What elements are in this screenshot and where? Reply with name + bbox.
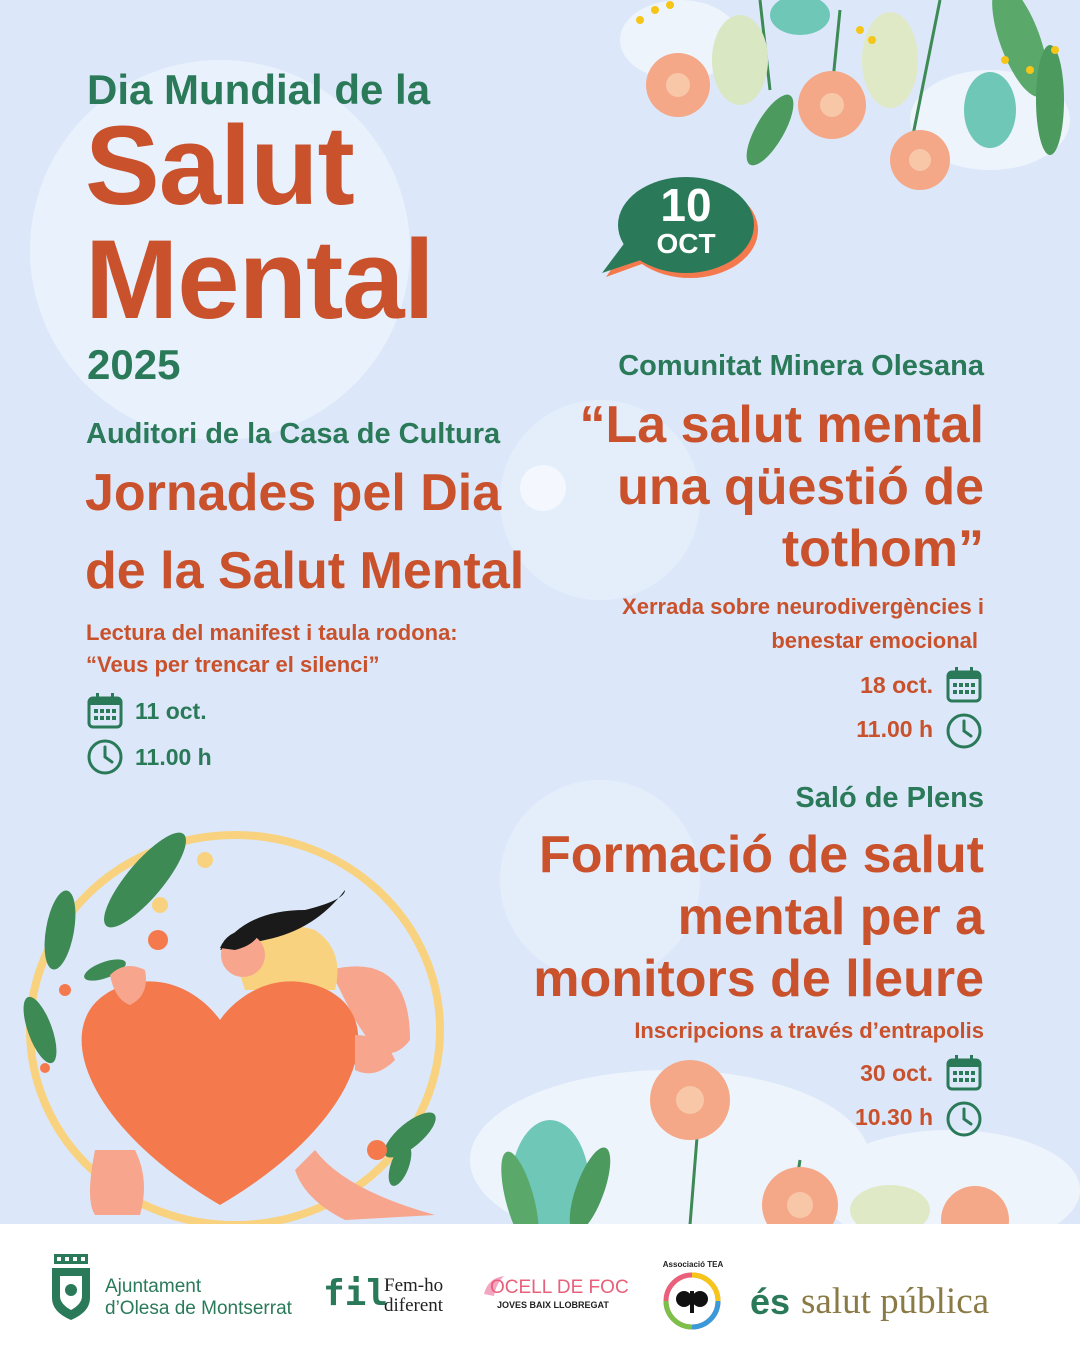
heart-illustration xyxy=(15,820,465,1225)
calendar-icon xyxy=(945,666,983,704)
event2-title-line3: tothom” xyxy=(781,520,984,578)
event2-time: 11.00 h xyxy=(856,716,933,742)
event3-time: 10.30 h xyxy=(855,1104,933,1130)
event3-desc: Inscripcions a través d’entrapolis xyxy=(634,1018,984,1043)
es-prefix: és xyxy=(750,1281,791,1322)
fil-line2: diferent xyxy=(384,1295,444,1316)
event2-date: 18 oct. xyxy=(860,672,933,698)
event3-title-line3: monitors de lleure xyxy=(533,950,984,1008)
event1-desc-line2: “Veus per trencar el silenci” xyxy=(86,652,380,677)
badge-day: 10 xyxy=(660,179,712,231)
badge-month: OCT xyxy=(656,228,716,259)
event2-title-line1: “La salut mental xyxy=(579,396,984,454)
event2-title-line2: una qüestió de xyxy=(617,458,984,516)
header-title-salut: Salut xyxy=(85,103,354,228)
event2-venue: Comunitat Minera Olesana xyxy=(618,350,984,382)
event1-title-line2: de la Salut Mental xyxy=(85,542,525,600)
footer xyxy=(0,1224,1080,1350)
tea-label: Associació TEA xyxy=(662,1260,724,1269)
event3-venue: Saló de Plens xyxy=(795,782,984,814)
ocell-line2: JOVES BAIX LLOBREGAT xyxy=(497,1300,609,1310)
event2-desc-line1: Xerrada sobre neurodivergències i xyxy=(622,594,984,619)
calendar-icon xyxy=(86,692,124,730)
event1-date: 11 oct. xyxy=(135,698,207,724)
event1-venue: Auditori de la Casa de Cultura xyxy=(86,418,501,450)
tea-logo xyxy=(662,1271,722,1331)
header-title-mental: Mental xyxy=(85,217,434,342)
fil-line1: Fem-ho xyxy=(384,1275,444,1296)
ajuntament-line1: Ajuntament xyxy=(105,1276,202,1297)
event3-title-line1: Formació de salut xyxy=(539,826,984,884)
clock-icon xyxy=(945,712,983,750)
header-subtitle: Dia Mundial de la xyxy=(87,66,431,113)
event1-time: 11.00 h xyxy=(135,744,212,770)
ocell-line1: OCELL DE FOC xyxy=(490,1277,629,1298)
calendar-icon xyxy=(945,1054,983,1092)
event1-desc-line1: Lectura del manifest i taula rodona: xyxy=(86,620,458,645)
ajuntament-line2: d’Olesa de Montserrat xyxy=(105,1298,292,1319)
fil-logo: fil xyxy=(323,1273,389,1314)
clock-icon xyxy=(86,738,124,776)
clock-icon xyxy=(945,1100,983,1138)
event2-desc-line2: benestar emocional xyxy=(771,628,978,653)
municipal-shield-icon xyxy=(48,1252,94,1322)
event1-title-line1: Jornades pel Dia xyxy=(85,464,502,522)
es-text: salut pública xyxy=(801,1281,990,1322)
header-year: 2025 xyxy=(87,341,181,388)
event3-title-line2: mental per a xyxy=(677,888,984,946)
event3-date: 30 oct. xyxy=(860,1060,933,1086)
